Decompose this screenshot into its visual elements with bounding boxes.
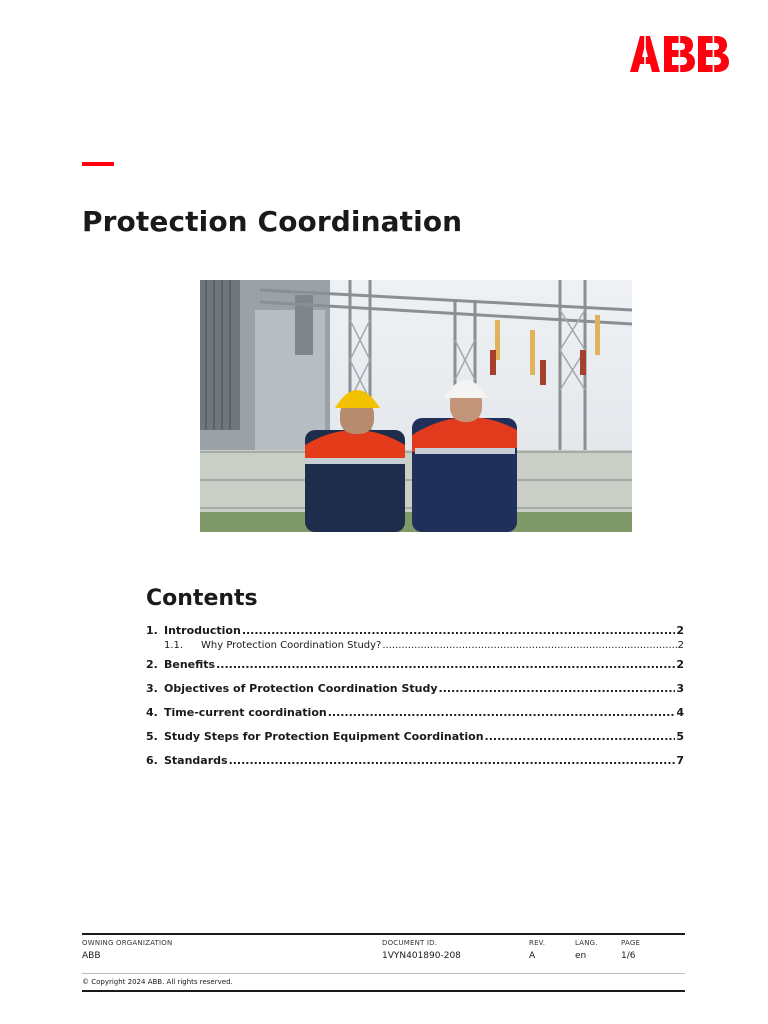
toc-number: 4. <box>146 706 158 719</box>
document-title: Protection Coordination <box>82 205 463 238</box>
toc-page: 2 <box>677 640 684 651</box>
toc-entry[interactable] <box>146 754 684 778</box>
language-label: LANG. <box>575 939 598 947</box>
revision-cell <box>529 935 575 973</box>
owning-organization-label: OWNING ORGANIZATION <box>82 939 173 947</box>
copyright-notice: © Copyright 2024 ABB. All rights reserved. <box>82 978 233 986</box>
toc-title: Objectives of Protection Coordination Study <box>164 682 438 695</box>
owning-organization-value: ABB <box>82 951 101 961</box>
abb-logo <box>630 36 729 72</box>
owning-organization-cell <box>82 935 382 973</box>
page-cell <box>621 935 681 973</box>
toc-number: 1.1. <box>164 640 184 651</box>
toc-leader-dots <box>216 658 675 671</box>
page-value: 1/6 <box>621 951 636 961</box>
accent-dash <box>82 162 114 166</box>
footer-metadata <box>82 935 685 974</box>
toc-entry[interactable] <box>146 640 684 658</box>
toc-leader-dots <box>242 624 676 637</box>
toc-number: 1. <box>146 624 158 637</box>
footer-bottom-rule <box>82 990 685 992</box>
toc-number: 6. <box>146 754 158 767</box>
toc-title: Time-current coordination <box>164 706 327 719</box>
toc-number: 2. <box>146 658 158 671</box>
toc-number: 3. <box>146 682 158 695</box>
page-label: PAGE <box>621 939 641 947</box>
toc-title: Study Steps for Protection Equipment Coordination <box>164 730 484 743</box>
language-cell <box>575 935 621 973</box>
toc-entry[interactable] <box>146 706 684 730</box>
toc-page: 2 <box>676 658 684 671</box>
revision-value: A <box>529 951 536 961</box>
toc-page: 3 <box>676 682 684 695</box>
toc-entry[interactable] <box>146 730 684 754</box>
toc-leader-dots <box>485 730 676 743</box>
toc-number: 5. <box>146 730 158 743</box>
table-of-contents <box>146 624 684 778</box>
toc-leader-dots <box>439 682 676 695</box>
language-value: en <box>575 951 587 961</box>
toc-page: 4 <box>676 706 684 719</box>
toc-leader-dots <box>382 640 676 651</box>
toc-title: Standards <box>164 754 228 767</box>
toc-leader-dots <box>328 706 676 719</box>
toc-leader-dots <box>229 754 676 767</box>
contents-heading: Contents <box>146 586 258 611</box>
revision-label: REV. <box>529 939 546 947</box>
substation-engineers-photo <box>200 280 632 532</box>
document-id-value: 1VYN401890-208 <box>382 951 461 961</box>
toc-page: 2 <box>676 624 684 637</box>
toc-entry[interactable] <box>146 658 684 682</box>
document-footer <box>82 933 685 992</box>
toc-page: 7 <box>676 754 684 767</box>
document-id-cell <box>382 935 529 973</box>
toc-title: Benefits <box>164 658 216 671</box>
toc-entry[interactable] <box>146 624 684 640</box>
toc-entry[interactable] <box>146 682 684 706</box>
toc-title: Why Protection Coordination Study? <box>201 640 382 651</box>
toc-page: 5 <box>676 730 684 743</box>
document-id-label: DOCUMENT ID. <box>382 939 438 947</box>
toc-title: Introduction <box>164 624 241 637</box>
